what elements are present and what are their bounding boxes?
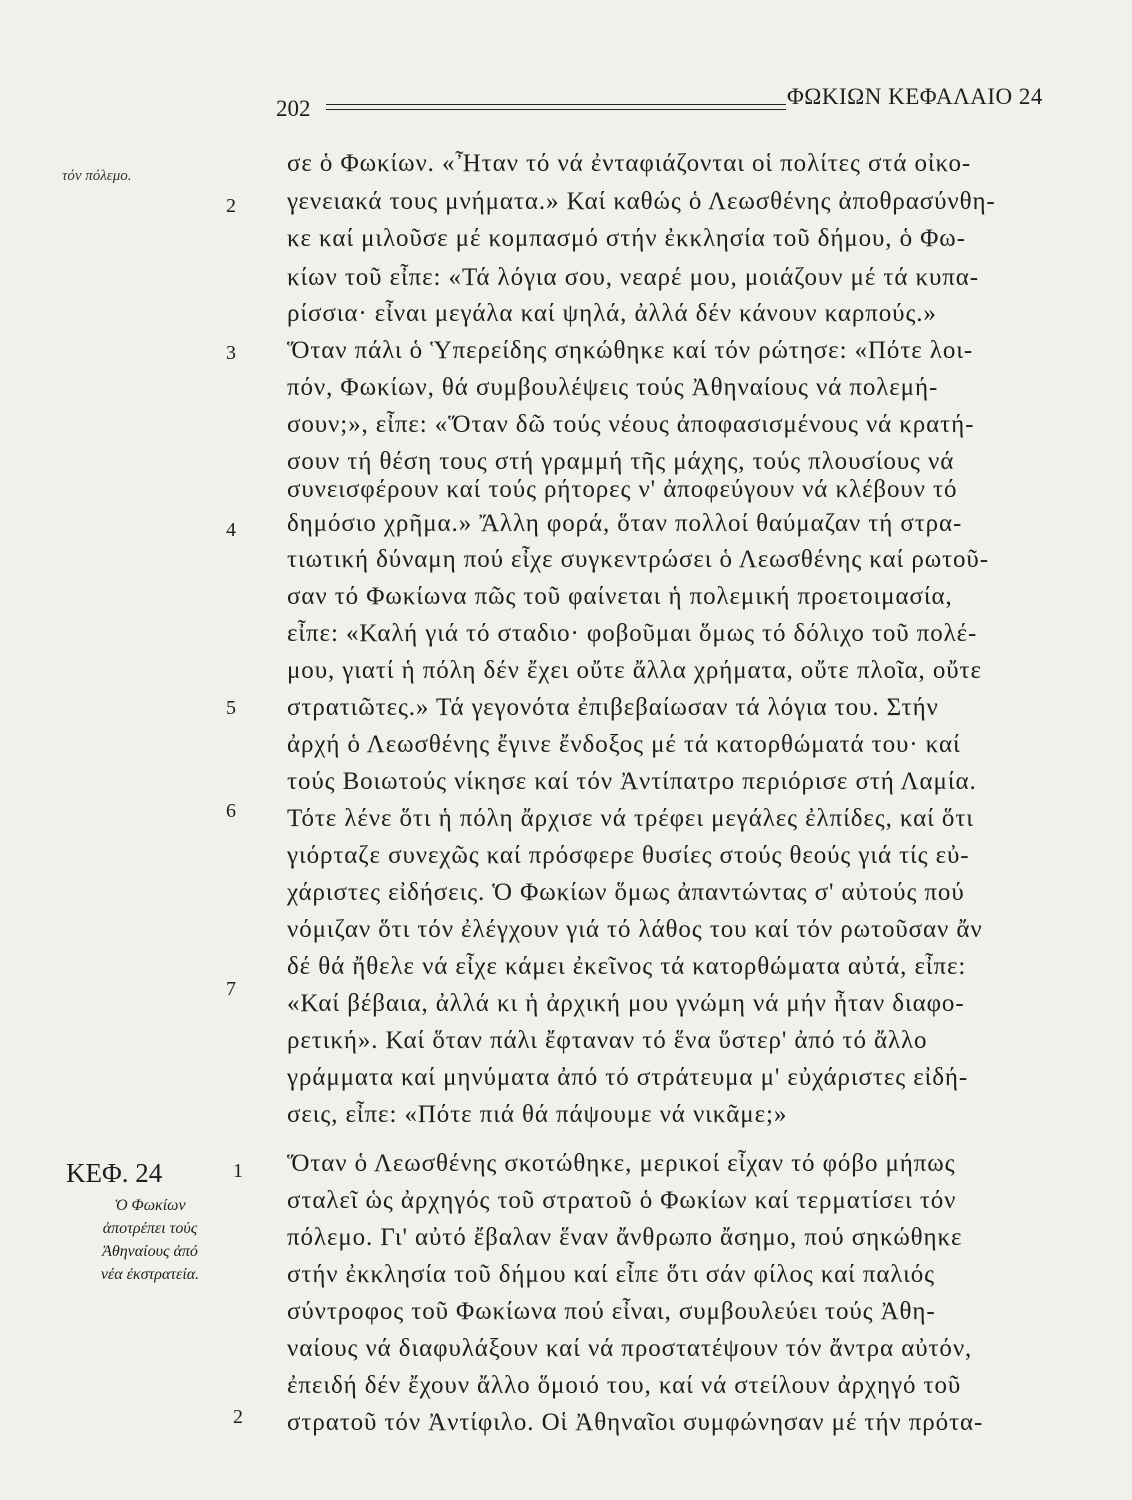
text-line: μου, γιατί ἡ πόλη δέν ἔχει οὔτε ἄλλα χρήματα, οὔτε πλοῖα, οὔτε	[287, 657, 982, 684]
summary-line: ἀποτρέπει τούς	[102, 1220, 198, 1237]
text-line: χάριστες εἰδήσεις. Ὁ Φωκίων ὅμως ἀπαντώντας σ' αὐτούς πού	[287, 879, 965, 906]
text-line: σε ὁ Φωκίων. «Ἦταν τό νά ἐνταφιάζονται οἱ πολίτες στά οἰκο-	[287, 150, 972, 177]
text-line: πόν, Φωκίων, θά συμβουλέψεις τούς Ἀθηναίους νά πολεμή-	[287, 374, 939, 401]
text-line: τούς Βοιωτούς νίκησε καί τόν Ἀντίπατρο περιόρισε στή Λαμία.	[287, 768, 977, 795]
text-line: δέ θά ἤθελε νά εἶχε κάμει ἐκεῖνος τά κατορθώματα αὐτά, εἶπε:	[287, 953, 967, 980]
chapter-summary	[66, 1194, 234, 1286]
page-number: 202	[276, 96, 311, 121]
section-number: 4	[226, 519, 236, 541]
text-line: δημόσιο χρῆμα.» Ἄλλη φορά, ὅταν πολλοί θαύμαζαν τή στρα-	[287, 510, 963, 537]
section-number: 2	[233, 1406, 243, 1428]
text-line: στήν ἐκκλησία τοῦ δήμου καί εἶπε ὅτι σάν φίλος καί παλιός	[287, 1261, 935, 1288]
text-line: σεις, εἶπε: «Πότε πιά θά πάψουμε νά νικᾶμε;»	[287, 1101, 788, 1128]
text-line: ἐπειδή δέν ἔχουν ἄλλο ὅμοιό του, καί νά στείλουν ἀρχηγό τοῦ	[287, 1372, 962, 1399]
chapter-heading: ΚΕΦ. 24	[66, 1158, 163, 1188]
text-line: τιωτική δύναμη πού εἶχε συγκεντρώσει ὁ Λεωσθένης καί ρωτοῦ-	[287, 546, 989, 573]
text-line: ρίσσια· εἶναι μεγάλα καί ψηλά, ἀλλά δέν κάνουν καρπούς.»	[287, 300, 937, 327]
section-number: 5	[226, 697, 236, 719]
text-line: γράμματα καί μηνύματα ἀπό τό στράτευμα μ' εὐχάριστες εἰδή-	[287, 1064, 969, 1091]
running-title: ΦΩΚΙΩΝ ΚΕΦΑΛΑΙΟ 24	[787, 84, 1043, 109]
section-number: 2	[226, 195, 236, 217]
text-line: σύντροφος τοῦ Φωκίωνα πού εἶναι, συμβουλεύει τούς Ἀθη-	[287, 1298, 936, 1325]
header-double-rule	[326, 104, 786, 110]
section-number: 3	[226, 342, 236, 364]
summary-line: Ὁ Φωκίων	[114, 1197, 186, 1214]
summary-line: νέα ἐκστρατεία.	[100, 1266, 200, 1283]
text-line: Ὅταν ὁ Λεωσθένης σκοτώθηκε, μερικοί εἶχαν τό φόβο μήπως	[287, 1150, 956, 1177]
text-line: νόμιζαν ὅτι τόν ἐλέγχουν γιά τό λάθος του καί τόν ρωτοῦσαν ἄν	[287, 916, 983, 943]
text-line: συνεισφέρουν καί τούς ρήτορες ν' ἀποφεύγουν νά κλέβουν τό	[287, 476, 958, 503]
text-line: ναίους νά διαφυλάξουν καί νά προστατέψουν τόν ἄντρα αὐτόν,	[287, 1335, 973, 1362]
text-line: σουν τή θέση τους στή γραμμή τῆς μάχης, τούς πλουσίους νά	[287, 448, 955, 475]
text-line: στρατοῦ τόν Ἀντίφιλο. Οἱ Ἀθηναῖοι συμφώνησαν μέ τήν πρότα-	[287, 1409, 984, 1436]
text-line: κίων τοῦ εἶπε: «Τά λόγια σου, νεαρέ μου, μοιάζουν μέ τά κυπα-	[287, 264, 979, 291]
section-number: 6	[226, 800, 236, 822]
section-number: 7	[226, 978, 236, 1000]
text-line: «Καί βέβαια, ἀλλά κι ἡ ἀρχική μου γνώμη νά μήν ἦταν διαφο-	[287, 990, 965, 1017]
text-line: σταλεῖ ὡς ἀρχηγός τοῦ στρατοῦ ὁ Φωκίων καί τερματίσει τόν	[287, 1187, 957, 1214]
text-line: σαν τό Φωκίωνα πῶς τοῦ φαίνεται ἡ πολεμική προετοιμασία,	[287, 583, 953, 610]
text-line: εἶπε: «Καλή γιά τό σταδιο· φοβοῦμαι ὅμως τό δόλιχο τοῦ πολέ-	[287, 620, 978, 647]
summary-line: Ἀθηναίους ἀπό	[102, 1243, 198, 1260]
section-number: 1	[233, 1160, 243, 1182]
text-line: γενειακά τους μνήματα.» Καί καθώς ὁ Λεωσθένης ἀποθρασύνθη-	[287, 188, 996, 215]
text-line: στρατιῶτες.» Τά γεγονότα ἐπιβεβαίωσαν τά λόγια του. Στήν	[287, 694, 939, 721]
text-line: σουν;», εἶπε: «Ὅταν δῶ τούς νέους ἀποφασισμένους νά κρατή-	[287, 411, 975, 438]
margin-note: τόν πόλεμο.	[62, 168, 132, 184]
text-line: κε καί μιλοῦσε μέ κομπασμό στήν ἐκκλησία τοῦ δήμου, ὁ Φω-	[287, 225, 966, 252]
text-line: Ὅταν πάλι ὁ Ὑπερείδης σηκώθηκε καί τόν ρώτησε: «Πότε λοι-	[287, 337, 974, 364]
text-line: Τότε λένε ὅτι ἡ πόλη ἄρχισε νά τρέφει μεγάλες ἐλπίδες, καί ὅτι	[287, 805, 974, 832]
text-line: πόλεμο. Γι' αὐτό ἔβαλαν ἕναν ἄνθρωπο ἄσημο, πού σηκώθηκε	[287, 1224, 963, 1251]
text-line: ρετική». Καί ὅταν πάλι ἔφταναν τό ἕνα ὕστερ' ἀπό τό ἄλλο	[287, 1027, 928, 1054]
text-line: ἀρχή ὁ Λεωσθένης ἔγινε ἔνδοξος μέ τά κατορθώματά του· καί	[287, 731, 961, 758]
text-line: γιόρταζε συνεχῶς καί πρόσφερε θυσίες στούς θεούς γιά τίς εὐ-	[287, 842, 970, 869]
